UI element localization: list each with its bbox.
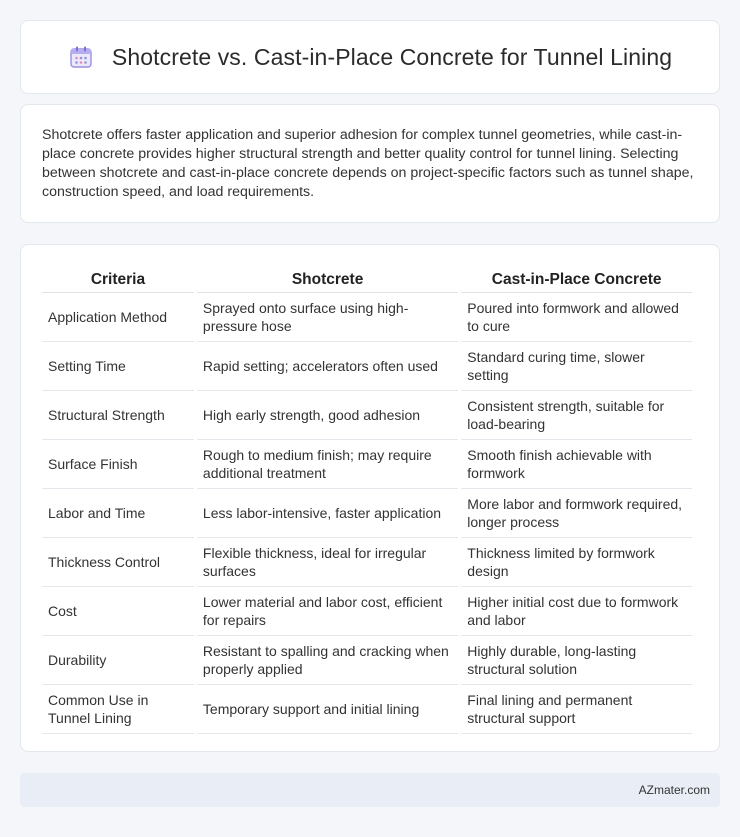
table-row — [42, 440, 692, 489]
shotcrete-cell: Sprayed onto surface using high-pressure hose — [197, 293, 458, 342]
shotcrete-cell: Flexible thickness, ideal for irregular surfaces — [197, 538, 458, 587]
page-title: Shotcrete vs. Cast-in-Place Concrete for Tunnel Lining — [111, 43, 673, 70]
table-card — [20, 244, 720, 752]
table-row — [42, 391, 692, 440]
cast-in-place-cell: Poured into formwork and allowed to cure — [461, 293, 692, 342]
cast-in-place-cell: Standard curing time, slower setting — [461, 342, 692, 391]
table-row — [42, 685, 692, 734]
shotcrete-cell: Lower material and labor cost, efficient for repairs — [197, 587, 458, 636]
cast-in-place-cell: More labor and formwork required, longer process — [461, 489, 692, 538]
table-row — [42, 636, 692, 685]
title-wrap — [68, 44, 672, 71]
shotcrete-cell: Resistant to spalling and cracking when properly applied — [197, 636, 458, 685]
header-shotcrete: Shotcrete — [197, 263, 458, 293]
header-criteria: Criteria — [42, 263, 194, 293]
calendar-icon — [68, 44, 94, 70]
cast-in-place-cell: Smooth finish achievable with formwork — [461, 440, 692, 489]
cast-in-place-cell: Consistent strength, suitable for load-bearing — [461, 391, 692, 440]
shotcrete-cell: Less labor-intensive, faster application — [197, 489, 458, 538]
cast-in-place-cell: Final lining and permanent structural support — [461, 685, 692, 734]
criteria-cell: Common Use in Tunnel Lining — [42, 685, 194, 734]
table-row — [42, 587, 692, 636]
criteria-cell: Application Method — [42, 293, 194, 342]
shotcrete-cell: Rough to medium finish; may require additional treatment — [197, 440, 458, 489]
title-card — [20, 20, 720, 94]
table-row — [42, 342, 692, 391]
shotcrete-cell: High early strength, good adhesion — [197, 391, 458, 440]
criteria-cell: Labor and Time — [42, 489, 194, 538]
table-header-row — [42, 263, 692, 293]
footer — [20, 773, 720, 807]
criteria-cell: Setting Time — [42, 342, 194, 391]
intro-paragraph: Shotcrete offers faster application and superior adhesion for complex tunnel geometries, while cast-in-place concrete provides higher structural strength and better quality control for tunnel lining. Selecting between shotcrete and cast-in-place concrete depends on project-specific factors such as tunnel shape, construction speed, and load requirements. — [42, 127, 694, 200]
cast-in-place-cell: Higher initial cost due to formwork and labor — [461, 587, 692, 636]
comparison-table — [39, 263, 695, 734]
header-cast-in-place: Cast-in-Place Concrete — [461, 263, 692, 293]
table-row — [42, 293, 692, 342]
criteria-cell: Structural Strength — [42, 391, 194, 440]
cast-in-place-cell: Highly durable, long-lasting structural solution — [461, 636, 692, 685]
cast-in-place-cell: Thickness limited by formwork design — [461, 538, 692, 587]
site-credit[interactable]: AZmater.com — [638, 783, 710, 797]
shotcrete-cell: Rapid setting; accelerators often used — [197, 342, 458, 391]
intro-card — [20, 104, 720, 223]
shotcrete-cell: Temporary support and initial lining — [197, 685, 458, 734]
criteria-cell: Surface Finish — [42, 440, 194, 489]
criteria-cell: Thickness Control — [42, 538, 194, 587]
table-row — [42, 489, 692, 538]
criteria-cell: Durability — [42, 636, 194, 685]
criteria-cell: Cost — [42, 587, 194, 636]
table-row — [42, 538, 692, 587]
